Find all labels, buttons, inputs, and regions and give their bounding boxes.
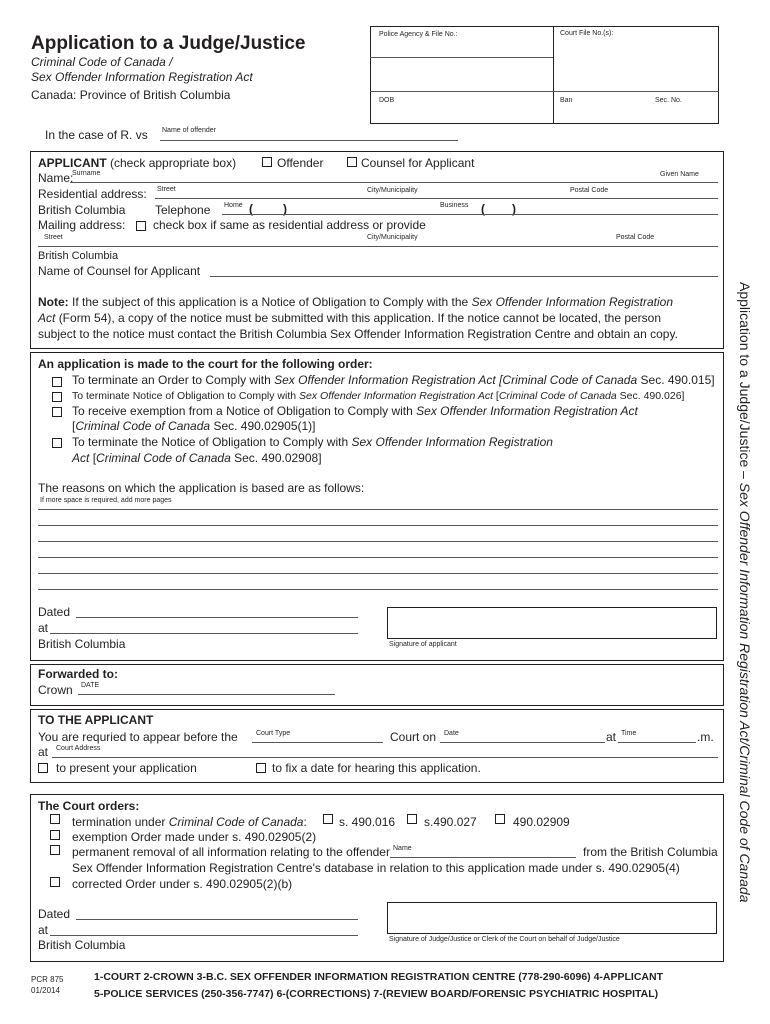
offender-label: Offender <box>277 156 324 170</box>
permanent-removal-cont: Sex Offender Information Registration Centre's database in relation to this application made under s. 490.02905(4) <box>72 861 680 875</box>
at-time-label: at <box>606 730 617 744</box>
applicant-heading: APPLICANT (check appropriate box) <box>38 156 237 170</box>
present-application-checkbox[interactable] <box>38 763 48 773</box>
termination-label: termination under Criminal Code of Canada: <box>72 815 307 829</box>
reasons-line-1[interactable] <box>38 509 718 510</box>
distribution-line-2: 5-POLICE SERVICES (250-356-7747) 6-(CORRECTIONS) 7-(REVIEW BOARD/FORENSIC PSYCHIATRIC HOSPITAL) <box>94 988 659 1000</box>
s490016-checkbox[interactable] <box>323 814 333 824</box>
business-paren-close: ) <box>512 202 516 216</box>
permanent-removal-label: permanent removal of all information relating to the offender <box>72 845 390 859</box>
court-address-label: Court Address <box>56 745 101 752</box>
telephone-label: Telephone <box>155 203 211 217</box>
file-info-box <box>370 26 719 124</box>
note-line-1: Note: If the subject of this application is a Notice of Obligation to Comply with the Sex Offender Information Registration <box>38 295 674 309</box>
residential-label: Residential address: <box>38 187 147 201</box>
reasons-line-2[interactable] <box>38 525 718 526</box>
reasons-line-4[interactable] <box>38 557 718 558</box>
counsel-name-field[interactable] <box>210 276 718 277</box>
mailing-postal-label: Postal Code <box>616 234 655 241</box>
order-option-1-checkbox[interactable] <box>52 377 62 387</box>
order-option-3: To receive exemption from a Notice of Obligation to Comply with Sex Offender Information Registration Act <box>72 404 638 418</box>
postal-label: Postal Code <box>570 187 609 194</box>
from-bc-label: from the British Columbia <box>583 845 718 859</box>
fix-date-checkbox[interactable] <box>256 763 266 773</box>
reasons-note: If more space is required, add more pages <box>40 497 172 504</box>
mailing-note: check box if same as residential address or provide <box>153 218 426 232</box>
corrected-order-label: corrected Order under s. 490.02905(2)(b) <box>72 877 293 891</box>
termination-checkbox[interactable] <box>50 814 60 824</box>
distribution-line-1: 1-COURT 2-CROWN 3-B.C. SEX OFFENDER INFORMATION REGISTRATION CENTRE (778-290-6096) 4-APPLICANT <box>94 971 663 983</box>
business-phone-label: Business <box>440 202 469 209</box>
court-on-label: Court on <box>390 730 437 744</box>
home-paren-close: ) <box>283 202 287 216</box>
court-address-field[interactable] <box>52 757 718 758</box>
reasons-label: The reasons on which the application is based are as follows: <box>38 481 365 495</box>
case-label: In the case of R. vs <box>45 128 148 142</box>
page-title: Application to a Judge/Justice <box>31 33 306 54</box>
subtitle-criminal-code: Criminal Code of Canada / <box>31 55 173 69</box>
name-label: Name: <box>38 171 74 185</box>
bc-label-2: British Columbia <box>38 637 126 651</box>
applicant-signature-box[interactable] <box>387 607 717 639</box>
court-orders-heading: The Court orders: <box>38 799 140 813</box>
time-field[interactable] <box>618 742 696 743</box>
mailing-city-label: City/Municipality <box>367 234 418 241</box>
date-label: DATE <box>81 682 100 689</box>
present-application-label: to present your application <box>56 761 197 775</box>
same-address-checkbox[interactable] <box>136 221 146 231</box>
mailing-bc-label: British Columbia <box>38 250 119 262</box>
name-of-offender-label: Name of offender <box>162 127 216 134</box>
subtitle-act: Sex Offender Information Registration Act <box>31 70 253 84</box>
reasons-line-3[interactable] <box>38 541 718 542</box>
home-phone-label: Home <box>224 202 243 209</box>
court-file-label: Court File No.(s): <box>560 30 614 37</box>
court-type-label: Court Type <box>256 730 291 737</box>
to-applicant-heading: TO THE APPLICANT <box>38 713 154 727</box>
dob-label: DOB <box>379 97 395 104</box>
sec-no-label: Sec. No. <box>655 97 682 104</box>
s490027-checkbox[interactable] <box>407 814 417 824</box>
offender-name-field-2[interactable] <box>390 857 576 858</box>
judge-signature-box[interactable] <box>387 902 717 934</box>
order-option-1: To terminate an Order to Comply with Sex Offender Information Registration Act [Criminal Code of Canada Sec. 490.015] <box>72 373 715 387</box>
corrected-order-checkbox[interactable] <box>50 877 60 887</box>
exemption-checkbox[interactable] <box>50 830 60 840</box>
court-at-label: at <box>38 923 49 937</box>
permanent-removal-checkbox[interactable] <box>50 845 60 855</box>
court-bc-label: British Columbia <box>38 938 126 952</box>
exemption-label: exemption Order made under s. 490.02905(2) <box>72 830 317 844</box>
s49002909-label: 490.02909 <box>513 815 570 829</box>
side-title: Application to a Judge/Justice – Sex Offender Information Registration Act/Criminal Code of Canada <box>737 282 753 903</box>
at-label: at <box>38 621 49 635</box>
court-dated-field[interactable] <box>76 919 358 920</box>
crown-date-field[interactable] <box>78 694 335 695</box>
time-label: Time <box>621 730 637 737</box>
judge-signature-label: Signature of Judge/Justice or Clerk of the Court on behalf of Judge/Justice <box>389 936 620 943</box>
street-label: Street <box>157 186 176 193</box>
province-line: Canada: Province of British Columbia <box>31 88 231 102</box>
order-option-3-checkbox[interactable] <box>52 407 62 417</box>
police-agency-label: Police Agency & File No.: <box>379 31 458 38</box>
offender-name-field[interactable] <box>160 140 458 141</box>
mailing-label: Mailing address: <box>38 218 126 232</box>
offender-name-label-2: Name <box>393 845 412 852</box>
name-field[interactable] <box>70 182 718 183</box>
given-name-label: Given Name <box>660 171 699 178</box>
at-field[interactable] <box>50 633 358 634</box>
counsel-label: Counsel for Applicant <box>361 156 475 170</box>
reasons-line-6[interactable] <box>38 589 718 590</box>
fix-date-label: to fix a date for hearing this application. <box>272 761 481 775</box>
order-option-4-checkbox[interactable] <box>52 438 62 448</box>
form-date: 01/2014 <box>31 986 60 995</box>
order-option-2: To terminate Notice of Obligation to Comply with Sex Offender Information Registration Act [Criminal Code of Canada Sec. 490.026] <box>72 390 685 402</box>
note-line-2: Act (Form 54), a copy of the notice must be submitted with this application. If the notice cannot be located, the person <box>38 311 662 325</box>
order-heading: An application is made to the court for the following order: <box>38 357 373 371</box>
forwarded-heading: Forwarded to: <box>38 667 118 681</box>
s490027-label: s.490.027 <box>424 815 477 829</box>
at-address-label: at <box>38 745 49 759</box>
form-number: PCR 875 <box>31 975 64 984</box>
court-date-field[interactable] <box>440 742 605 743</box>
s49002909-checkbox[interactable] <box>495 814 505 824</box>
order-option-2-checkbox[interactable] <box>52 392 62 402</box>
offender-checkbox[interactable] <box>262 157 272 167</box>
city-label: City/Municipality <box>367 187 418 194</box>
business-paren-open: ( <box>481 202 485 216</box>
business-phone-field[interactable] <box>441 214 718 215</box>
dated-label: Dated <box>38 605 71 619</box>
ban-label: Ban <box>560 97 573 104</box>
appear-label: You are requried to appear before the <box>38 730 238 744</box>
surname-label: Surname <box>72 170 101 177</box>
home-phone-field[interactable] <box>222 214 441 215</box>
reasons-line-5[interactable] <box>38 573 718 574</box>
court-dated-label: Dated <box>38 907 71 921</box>
counsel-checkbox[interactable] <box>347 157 357 167</box>
crown-label: Crown <box>38 683 73 697</box>
residential-address-field[interactable] <box>155 198 718 199</box>
order-option-4: To terminate the Notice of Obligation to Comply with Sex Offender Information Registration <box>72 435 553 449</box>
court-type-field[interactable] <box>252 742 383 743</box>
court-date-label: Date <box>444 730 459 737</box>
mailing-street-label: Street <box>44 234 63 241</box>
am-pm-label: .m. <box>697 730 714 744</box>
forwarded-panel <box>30 664 724 706</box>
note-line-3: subject to the notice must contact the British Columbia Sex Offender Information Registration Centre and obtain an copy. <box>38 327 678 341</box>
bc-label: British Columbia <box>38 203 126 217</box>
court-at-field[interactable] <box>50 935 358 936</box>
order-option-4-cont: Act [Criminal Code of Canada Sec. 490.02908] <box>72 451 322 465</box>
applicant-signature-label: Signature of applicant <box>389 641 457 648</box>
mailing-address-field[interactable] <box>38 246 718 247</box>
dated-field[interactable] <box>76 617 358 618</box>
home-paren-open: ( <box>249 202 253 216</box>
counsel-name-label: Name of Counsel for Applicant <box>38 264 201 278</box>
order-option-3-cont: [Criminal Code of Canada Sec. 490.02905(1)] <box>72 419 316 433</box>
s490016-label: s. 490.016 <box>339 815 396 829</box>
